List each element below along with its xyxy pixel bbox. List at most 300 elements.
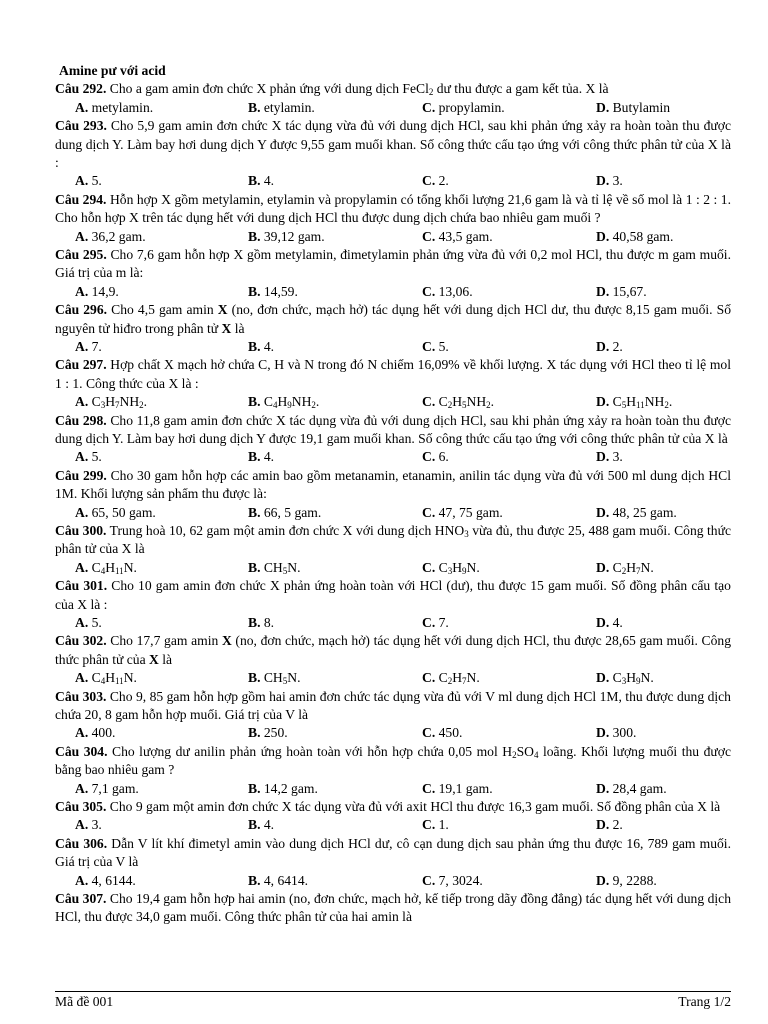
option-letter: D. (596, 670, 610, 686)
answer-option (75, 614, 102, 632)
text-run: N. (640, 559, 654, 575)
text-run: 43,5 gam. (435, 228, 493, 244)
question-number: Câu 305. (55, 799, 107, 815)
text-run: Cho 17,7 gam amin (106, 633, 222, 649)
subscript: 2 (486, 400, 491, 411)
question-stem (55, 301, 731, 338)
text-run: H (452, 670, 463, 686)
text-run: SO (516, 743, 534, 759)
exam-code: Mã đề 001 (55, 994, 114, 1009)
option-letter: D. (596, 817, 610, 833)
subscript: 5 (462, 400, 467, 411)
text-run: C (88, 559, 101, 575)
option-letter: D. (596, 449, 610, 465)
answer-option (422, 559, 480, 577)
text-run: 65, 50 gam. (88, 504, 156, 520)
text-run: H (452, 559, 463, 575)
question-number: Câu 293. (55, 118, 107, 134)
question-number: Câu 298. (55, 412, 107, 428)
option-letter: B. (248, 559, 261, 575)
question-stem (55, 356, 731, 393)
option-letter: A. (75, 780, 89, 796)
question-number: Câu 295. (55, 247, 107, 263)
answer-options (55, 559, 731, 577)
text-run: H (105, 559, 116, 575)
text-run: 28,4 gam. (609, 780, 667, 796)
answer-option (75, 448, 102, 466)
question-stem (55, 890, 731, 927)
option-letter: C. (422, 504, 436, 520)
text-run: 19,1 gam. (435, 780, 493, 796)
text-run: 47, 75 gam. (435, 504, 503, 520)
answer-option (248, 172, 274, 190)
text-run: H (626, 559, 637, 575)
question-number: Câu 300. (55, 523, 107, 539)
question-stem (55, 798, 731, 816)
answer-option (422, 99, 505, 117)
option-letter: D. (596, 394, 610, 410)
answer-options (55, 504, 731, 522)
text-run: 4. (260, 449, 275, 465)
text-run: NH (119, 394, 140, 410)
text-run: loãng. Khối lượng muối thu được bằng bao nhiêu gam ? (55, 743, 731, 778)
exam-page (55, 62, 731, 927)
subscript: 4 (100, 565, 106, 576)
answer-option (596, 559, 654, 577)
option-letter: A. (75, 283, 89, 299)
answer-option (596, 172, 623, 190)
text-run: N. (287, 670, 301, 686)
text-run: 450. (435, 725, 463, 741)
answer-option (248, 99, 315, 117)
text-run: 5. (88, 449, 102, 465)
option-letter: D. (596, 559, 610, 575)
answer-options (55, 228, 731, 246)
text-run: N. (287, 559, 301, 575)
bold-text: X (221, 633, 232, 649)
option-letter: A. (75, 504, 89, 520)
subscript: 11 (636, 400, 645, 411)
bold-text: X (217, 302, 228, 318)
option-letter: B. (248, 449, 261, 465)
option-letter: B. (248, 615, 261, 631)
question-number: Câu 306. (55, 835, 108, 851)
answer-option (596, 724, 636, 742)
text-run: 7, 3024. (435, 872, 483, 888)
answer-option (422, 872, 483, 890)
question-number: Câu 302. (55, 633, 107, 649)
answer-option (75, 559, 137, 577)
option-letter: B. (248, 670, 261, 686)
option-letter: C. (422, 817, 436, 833)
text-run: 15,67. (609, 283, 647, 299)
answer-option (248, 614, 274, 632)
option-letter: A. (75, 228, 89, 244)
text-run: 14,9. (88, 283, 119, 299)
subscript: 3 (621, 676, 627, 687)
text-run: C (609, 559, 622, 575)
answer-option (422, 669, 480, 687)
option-letter: D. (596, 173, 610, 189)
answer-option (248, 283, 298, 301)
text-run: 48, 25 gam. (609, 504, 677, 520)
text-run: 4. (260, 817, 275, 833)
option-letter: C. (422, 394, 436, 410)
option-letter: B. (248, 173, 261, 189)
question-stem (55, 688, 731, 725)
text-run: C (435, 394, 448, 410)
option-letter: D. (596, 504, 610, 520)
answer-option (596, 504, 677, 522)
option-letter: D. (596, 780, 610, 796)
text-run: Dẫn V lít khí đimetyl amin vào dung dịch HCl dư, cô cạn dung dịch sau phản ứng thu được 16, 789 gam muối. Giá trị của V là (55, 835, 731, 870)
section-heading: Amine pư với acid (59, 63, 166, 78)
answer-options (55, 614, 731, 632)
answer-option (422, 614, 449, 632)
text-run: 7,1 gam. (88, 780, 139, 796)
text-run: CH (260, 559, 283, 575)
text-run: 2. (435, 173, 449, 189)
footer-divider (55, 991, 731, 992)
option-letter: B. (248, 817, 261, 833)
answer-option (248, 338, 274, 356)
question-stem (55, 835, 731, 872)
answer-option (248, 228, 325, 246)
subscript: 2 (447, 400, 453, 411)
subscript: 4 (533, 749, 539, 760)
answer-options (55, 283, 731, 301)
text-run: N. (466, 670, 480, 686)
answer-option (596, 228, 673, 246)
page-number: Trang 1/2 (678, 994, 731, 1009)
option-letter: B. (248, 725, 261, 741)
option-letter: B. (248, 99, 261, 115)
text-run: N. (123, 670, 137, 686)
question-number: Câu 292. (55, 81, 107, 97)
text-run: Cho 10 gam amin đơn chức X phản ứng hoàn toàn với HCl (dư), thu được 15 gam muối. Số đồng phân cấu tạo của X là : (55, 578, 731, 612)
answer-option (596, 99, 670, 117)
text-run: Trung hoà 10, 62 gam một amin đơn chức X với dung dịch HNO (106, 523, 465, 539)
text-run: (no, đơn chức, mạch hở) tác dụng hết với dung dịch HCl, thu được 28,65 gam muối. Công thức phân tử của (55, 633, 731, 667)
text-run: C (88, 670, 101, 686)
question-stem (55, 577, 731, 614)
option-letter: A. (75, 394, 89, 410)
text-run: là (158, 651, 173, 667)
option-letter: A. (75, 173, 89, 189)
text-run: vừa đủ, thu được 25, 488 gam muối. Công thức phân tử của X là (55, 523, 731, 557)
option-letter: A. (75, 872, 89, 888)
text-run: C (88, 394, 101, 410)
text-run: H (452, 394, 463, 410)
text-run: là (231, 320, 245, 336)
text-run: Cho 9 gam một amin đơn chức X tác dụng vừa đủ với axit HCl thu được 16,3 gam muối. Số đồng phân của X là (106, 799, 721, 815)
question-number: Câu 303. (55, 688, 107, 704)
option-letter: A. (75, 559, 89, 575)
answer-option (248, 724, 288, 742)
text-run: 2. (609, 339, 623, 355)
text-run: 5. (435, 339, 449, 355)
question-stem (55, 522, 731, 559)
option-letter: D. (596, 339, 610, 355)
text-run: 250. (260, 725, 288, 741)
subscript: 5 (282, 565, 288, 576)
text-run: 66, 5 gam. (260, 504, 322, 520)
option-letter: B. (248, 339, 261, 355)
text-run: 36,2 gam. (88, 228, 146, 244)
text-run: 14,59. (260, 283, 298, 299)
option-letter: A. (75, 817, 89, 833)
option-letter: D. (596, 99, 610, 115)
text-run: Cho 5,9 gam amin đơn chức X tác dụng vừa đủ với dung dịch HCl, sau khi phản ứng xảy ra hoàn toàn thu được dung dịch Y. Làm bay hơi dung dịch Y được 9,55 gam muối khan. Số công thức cấu tạo ứng với công thức phân tử của X là : (55, 118, 731, 171)
answer-option (596, 780, 667, 798)
answer-option (596, 872, 657, 890)
option-letter: B. (248, 872, 261, 888)
text-run: 3. (609, 173, 623, 189)
text-run: 5. (88, 615, 102, 631)
answer-option (75, 504, 156, 522)
question-number: Câu 301. (55, 578, 108, 594)
answer-option (422, 283, 473, 301)
text-run: 5. (88, 173, 102, 189)
subscript: 7 (636, 565, 641, 576)
option-letter: C. (422, 339, 436, 355)
question-stem (55, 743, 731, 780)
answer-options (55, 780, 731, 798)
option-letter: C. (422, 228, 436, 244)
option-letter: B. (248, 394, 261, 410)
option-letter: A. (75, 670, 89, 686)
answer-option (75, 780, 139, 798)
bold-text: X (221, 320, 232, 336)
option-letter: B. (248, 780, 261, 796)
text-run: N. (640, 670, 654, 686)
answer-option (248, 669, 300, 687)
text-run: Hỗn hợp X gồm metylamin, etylamin và propylamin có tổng khối lượng 21,6 gam là và tỉ lệ về số mol là 1 : 2 : 1. Cho hỗn hợp X trên tác dụng hết với dung dịch HCl thu được dung dịch chứa bao nhiêu gam muối ? (55, 191, 732, 226)
question-stem (55, 632, 731, 669)
text-run: NH (291, 394, 312, 410)
answer-option (248, 393, 319, 411)
text-run: H (277, 394, 288, 410)
answer-option (75, 338, 102, 356)
option-letter: D. (596, 283, 610, 299)
text-run: Cho lượng dư anilin phản ứng hoàn toàn với hỗn hợp chứa 0,05 mol H (107, 743, 513, 759)
option-letter: C. (422, 449, 436, 465)
question-number: Câu 296. (55, 302, 108, 318)
option-letter: C. (422, 872, 436, 888)
text-run: Cho a gam amin đơn chức X phản ứng với dung dịch FeCl (106, 81, 429, 97)
answer-options (55, 393, 731, 411)
answer-option (422, 816, 449, 834)
text-run: Cho 9, 85 gam hỗn hợp gồm hai amin đơn chức tác dụng vừa đủ với V ml dung dịch HCl 1M, thu được dung dịch chứa 20, 8 gam hỗn hợp muối. Giá trị của V là (55, 688, 731, 723)
answer-options (55, 172, 731, 190)
text-run: 4. (609, 615, 623, 631)
text-run: Cho 4,5 gam amin (107, 302, 218, 318)
text-run: 400. (88, 725, 116, 741)
text-run: 39,12 gam. (260, 228, 325, 244)
option-letter: A. (75, 615, 89, 631)
subscript: 3 (447, 565, 453, 576)
answer-options (55, 448, 731, 466)
subscript: 5 (282, 676, 288, 687)
option-letter: C. (422, 173, 436, 189)
answer-option (75, 172, 102, 190)
text-run: 2. (609, 817, 623, 833)
text-run: Cho 11,8 gam amin đơn chức X tác dụng vừa đủ với dung dịch HCl, sau khi phản ứng xảy ra hoàn toàn thu được dung dịch Y. Làm bay hơi dung dịch Y được 19,1 gam muối khan. Số công thức cấu tạo ứng với công thức phân tử của X là (55, 412, 731, 447)
answer-option (75, 669, 137, 687)
option-letter: C. (422, 559, 436, 575)
option-letter: B. (248, 228, 261, 244)
answer-options (55, 669, 731, 687)
text-run: H (105, 670, 116, 686)
subscript: 2 (664, 400, 669, 411)
text-run: C (609, 394, 622, 410)
answer-options (55, 724, 731, 742)
text-run: 6. (435, 449, 449, 465)
question-stem (55, 191, 731, 228)
subscript: 2 (428, 87, 434, 98)
question-number: Câu 297. (55, 357, 107, 373)
text-run: . (668, 394, 673, 410)
question-stem (55, 467, 731, 504)
text-run: CH (260, 670, 283, 686)
answer-option (75, 99, 153, 117)
subscript: 9 (462, 565, 467, 576)
answer-option (596, 283, 647, 301)
answer-option (75, 283, 119, 301)
subscript: 4 (100, 676, 106, 687)
text-run: 7. (435, 615, 449, 631)
subscript: 7 (115, 400, 120, 411)
answer-option (422, 393, 494, 411)
answer-option (596, 816, 623, 834)
text-run: 3. (88, 817, 102, 833)
answer-option (248, 816, 274, 834)
answer-option (75, 872, 136, 890)
text-run: Cho 19,4 gam hỗn hợp hai amin (no, đơn chức, mạch hở, kế tiếp trong dãy đồng đẳng) tác dụng hết với dung dịch HCl, thu được 34,0 gam muối. Công thức phân tử của hai amin là (55, 891, 731, 925)
answer-option (422, 724, 462, 742)
text-run: . (490, 394, 495, 410)
text-run: Hợp chất X mạch hở chứa C, H và N trong đó N chiếm 16,09% về khối lượng. X tác dụng với HCl theo tỉ lệ mol 1 : 1. Công thức của X là : (55, 357, 731, 391)
option-letter: A. (75, 339, 89, 355)
answer-options (55, 99, 731, 117)
text-run: Cho 30 gam hỗn hợp các amin bao gồm metanamin, etanamin, anilin tác dụng vừa đủ với 500 ml dung dịch HCl 1M. Khối lượng sản phẩm thu được là: (55, 467, 731, 502)
answer-option (75, 724, 115, 742)
subscript: 11 (115, 676, 124, 687)
text-run: . (315, 394, 320, 410)
text-run: N. (123, 559, 137, 575)
option-letter: A. (75, 449, 89, 465)
text-run: NH (644, 394, 665, 410)
answer-option (248, 780, 318, 798)
option-letter: D. (596, 725, 610, 741)
answer-option (75, 816, 102, 834)
option-letter: A. (75, 99, 89, 115)
text-run: H (626, 394, 637, 410)
subscript: 9 (287, 400, 292, 411)
subscript: 3 (100, 400, 106, 411)
text-run: 7. (88, 339, 102, 355)
subscript: 2 (447, 676, 453, 687)
answer-option (596, 614, 623, 632)
option-letter: D. (596, 872, 610, 888)
question-list (55, 80, 731, 926)
text-run: H (626, 670, 637, 686)
text-run: 3. (609, 449, 623, 465)
question-stem (55, 117, 731, 172)
answer-option (422, 448, 449, 466)
text-run: Cho 7,6 gam hỗn hợp X gồm metylamin, đimetylamin phản ứng vừa đủ với 0,2 mol HCl, thu được m gam muối. Giá trị của m là: (55, 247, 731, 281)
text-run: C (609, 670, 622, 686)
text-run: 14,2 gam. (260, 780, 318, 796)
text-run: (no, đơn chức, mạch hở) tác dụng hết với dung dịch HCl dư, thu được 8,15 gam muối. Số nguyên tử hiđro trong phân tử (55, 302, 731, 336)
question-number: Câu 304. (55, 743, 108, 759)
subscript: 2 (139, 400, 144, 411)
text-run: 9, 2288. (609, 872, 657, 888)
answer-option (75, 228, 146, 246)
text-run: 13,06. (435, 283, 473, 299)
answer-option (248, 448, 274, 466)
subscript: 11 (115, 565, 124, 576)
subscript: 7 (462, 676, 467, 687)
answer-option (596, 448, 623, 466)
text-run: 40,58 gam. (609, 228, 674, 244)
text-run: 4. (260, 339, 275, 355)
text-run: C (435, 559, 448, 575)
text-run: 4. (260, 173, 275, 189)
answer-options (55, 338, 731, 356)
option-letter: B. (248, 283, 261, 299)
text-run: C (435, 670, 448, 686)
text-run: N. (466, 559, 480, 575)
subscript: 9 (636, 676, 641, 687)
text-run: etylamin. (260, 99, 315, 115)
option-letter: D. (596, 228, 610, 244)
question-number: Câu 294. (55, 191, 107, 207)
question-stem (55, 246, 731, 283)
text-run: 8. (260, 615, 275, 631)
option-letter: C. (422, 670, 436, 686)
answer-option (596, 393, 672, 411)
question-number: Câu 307. (55, 891, 107, 907)
text-run: metylamin. (88, 99, 154, 115)
text-run: propylamin. (435, 99, 505, 115)
text-run: 300. (609, 725, 637, 741)
answer-option (248, 504, 321, 522)
text-run: H (105, 394, 116, 410)
text-run: NH (466, 394, 487, 410)
answer-option (596, 669, 654, 687)
answer-option (596, 338, 623, 356)
option-letter: C. (422, 283, 436, 299)
text-run: Butylamin (609, 99, 671, 115)
answer-options (55, 816, 731, 834)
subscript: 2 (621, 565, 627, 576)
subscript: 5 (621, 400, 627, 411)
option-letter: D. (596, 615, 610, 631)
text-run: . (143, 394, 148, 410)
answer-option (248, 559, 300, 577)
option-letter: B. (248, 504, 261, 520)
question-stem (55, 412, 731, 449)
option-letter: C. (422, 725, 436, 741)
answer-option (248, 872, 308, 890)
question-stem (55, 80, 731, 98)
answer-option (422, 338, 449, 356)
answer-options (55, 872, 731, 890)
subscript: 2 (311, 400, 316, 411)
subscript: 3 (464, 529, 469, 540)
option-letter: C. (422, 780, 436, 796)
